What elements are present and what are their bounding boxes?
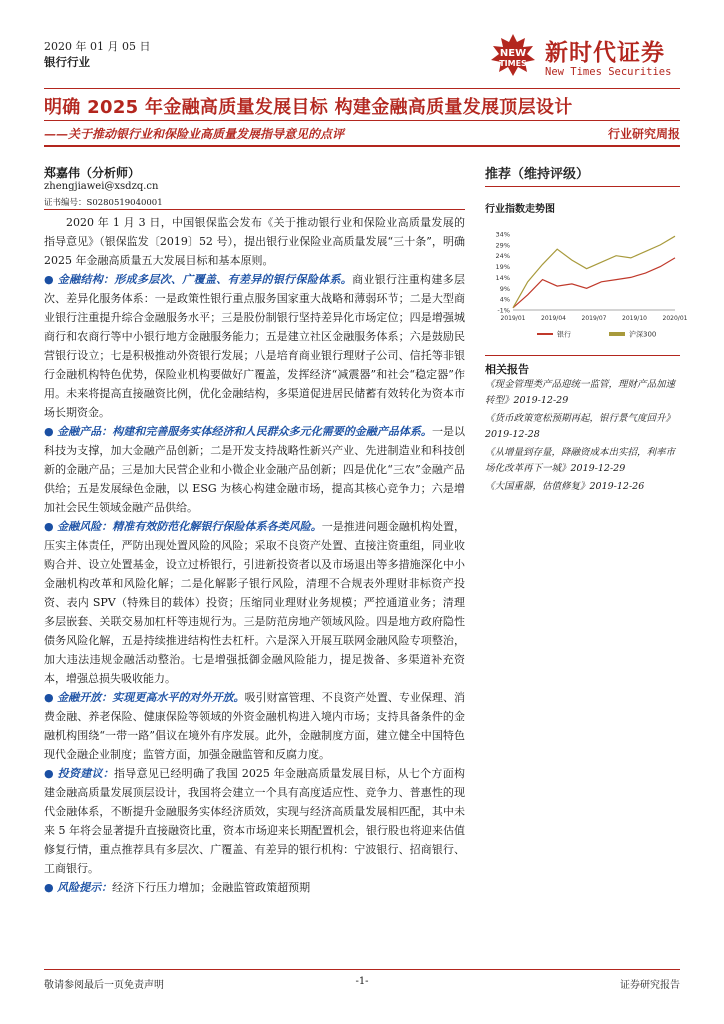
section-risk <box>44 517 465 688</box>
report-type: 行业研究周报 <box>607 127 680 141</box>
footer-divider <box>44 969 680 970</box>
section-head: 金融开放：实现更高水平的对外开放。 <box>57 691 245 704</box>
section-head: 金融风险：精准有效防范化解银行保险体系各类风险。 <box>57 520 322 533</box>
report-body <box>44 213 465 897</box>
header-divider <box>44 88 680 89</box>
section-opening <box>44 688 465 764</box>
y-tick-label: 19% <box>495 263 510 272</box>
related-report-item[interactable]: 《现金管理类产品迎统一监管，理财产品加速转型》2019-12-29 <box>485 379 676 406</box>
title-divider <box>44 120 680 121</box>
section-head: 风险提示： <box>57 881 113 894</box>
section-advice <box>44 764 465 878</box>
chart-title: 行业指数走势图 <box>485 204 555 215</box>
analyst-cert: 证书编号：S0280519040001 <box>44 198 163 208</box>
section-head: 金融产品：构建和完善服务实体经济和人民群众多元化需要的金融产品体系。 <box>57 425 432 438</box>
bullet-icon: ● <box>44 881 54 894</box>
related-reports-list <box>485 377 683 497</box>
footer-disclaimer[interactable]: 敬请参阅最后一页免责声明 <box>44 980 164 991</box>
related-reports-title: 相关报告 <box>485 363 529 376</box>
bullet-icon: ● <box>44 273 54 286</box>
section-products <box>44 422 465 517</box>
bullet-icon: ● <box>44 767 54 780</box>
chart-divider <box>485 355 680 356</box>
y-tick-label: 24% <box>495 252 510 261</box>
legend-label: 沪深300 <box>629 330 657 339</box>
logo-mark-icon <box>487 32 539 82</box>
related-report-item[interactable]: 《大国重器，估值修复》2019-12-26 <box>485 481 645 492</box>
logo-english-name: New Times Securities <box>545 66 672 78</box>
section-text: 商业银行注重构建多层次、差异化服务体系：一是政策性银行重点服务国家重大战略和薄弱环节；二是大型商业银行注重提升综合金融服务水平；三是股份制银行坚持差异化市场定位；四是增强城商行和农商行等中小银行地方金融服务能力；五是建立社区金融服务体系；六是鼓励民营银行设立；七是积极推动外资银行发展；八是培育商业银行理财子公司、信托等非银行金融机构特色优势，保险业机构要做好广覆盖，发挥经济“减震器”和社会“稳定器”作用。未来将提高直接融资比例，优化金融结构，多渠道促进居民储蓄有效转化为资本市场长期资金。 <box>44 273 466 419</box>
report-subtitle: ——关于推动银行业和保险业高质量发展指导意见的点评 <box>44 127 345 141</box>
page-number: -1- <box>355 976 369 987</box>
report-title: 明确 2025 年金融高质量发展目标 构建金融高质量发展顶层设计 <box>44 97 573 118</box>
y-tick-label: 34% <box>495 230 510 239</box>
section-text: 一是以科技为支撑，加大金融产品创新；二是开发支持战略性新兴产业、先进制造业和科技创新的金融产品；三是加大民营企业和小微企业金融产品创新；四是优化“三农”金融产品供给；五是发展绿色金融，以 ESG 为核心构建金融市场，提高其核心竞争力；六是增加社会民生领域金融产品供给。 <box>44 425 465 514</box>
section-text: 指导意见已经明确了我国 2025 年金融高质量发展目标，从七个方面构建金融高质量发展顶层设计，我国将会建立一个具有高度适应性、竞争力、普惠性的现代金融体系，不断提升金融服务实体经济质效，实现与经济高质量发展相匹配，其中未来 5 年将会显著提升直接融资比重，资本市场迎来长期配置机会，银行股也将迎来估值修复行情，重点推荐具有多层次、广覆盖、有差异的银行机构：宁波银行、招商银行、工商银行。 <box>44 767 465 875</box>
y-tick-label: 4% <box>499 295 510 304</box>
analyst-name: 郑嘉伟（分析师） <box>44 166 141 180</box>
legend-label: 银行 <box>557 330 571 339</box>
x-tick-label: 2019/07 <box>581 315 607 322</box>
rating-divider <box>485 186 680 187</box>
logo-chinese-name: 新时代证券 <box>545 40 665 66</box>
bullet-icon: ● <box>44 691 54 704</box>
intro-paragraph: 2020 年 1 月 3 日，中国银保监会发布《关于推动银行业和保险业高质量发展的指导意见》（银保监发〔2019〕52 号），提出银行业保险业高质量发展“三十条”，明确 2025 年金融高质量五大发展目标和基本原则。 <box>44 216 465 267</box>
index-trend-chart <box>485 226 688 352</box>
related-report-item[interactable]: 《货币政策宽松预期再起，银行景气度回升》2019-12-28 <box>485 413 676 440</box>
section-text: 吸引财富管理、不良资产处置、专业保理、消费金融、养老保险、健康保险等领域的外资金融机构进入境内市场；支持具备条件的金融机构围绕“一带一路”倡议在境外有序发展。此外，金融制度方面，建立健全中国特色现代金融企业制度；监管方面，加强金融监管和反腐力度。 <box>44 691 466 761</box>
section-head: 金融结构：形成多层次、广覆盖、有差异的银行保险体系。 <box>57 273 353 286</box>
y-tick-label: 14% <box>495 273 510 282</box>
section-head: 投资建议： <box>57 767 115 780</box>
report-date: 2020 年 01 月 05 日 <box>44 40 151 53</box>
bullet-icon: ● <box>44 425 54 438</box>
x-tick-label: 2019/04 <box>541 315 566 322</box>
series-line-1 <box>513 236 675 308</box>
x-tick-label: 2020/01 <box>662 315 688 322</box>
y-tick-label: -1% <box>497 306 510 315</box>
logo-mark-text-1: NEW <box>499 48 527 59</box>
x-tick-label: 2019/01 <box>500 315 526 322</box>
y-tick-label: 9% <box>499 284 510 293</box>
related-report-item[interactable]: 《从增量到存量，降融资成本出实招，利率市场化改革再下一城》2019-12-29 <box>485 447 676 474</box>
rating: 推荐（维持评级） <box>485 167 590 182</box>
section-structure <box>44 270 465 422</box>
analyst-email[interactable]: zhengjiawei@xsdzq.cn <box>44 181 159 192</box>
x-tick-label: 2019/10 <box>622 315 647 322</box>
section-risk-warning <box>44 878 465 897</box>
sector-label: 银行行业 <box>44 55 90 69</box>
section-text: 经济下行压力增加；金融监管政策超预期 <box>112 881 311 894</box>
logo-mark-text-2: TIMES <box>499 59 527 68</box>
footer-label: 证券研究报告 <box>620 980 680 991</box>
y-tick-label: 29% <box>495 241 510 250</box>
analyst-divider <box>44 209 465 210</box>
company-logo <box>487 30 687 86</box>
bullet-icon: ● <box>44 520 54 533</box>
subtitle-divider <box>44 145 680 147</box>
section-text: 一是推进问题金融机构处置，压实主体责任，严防出现处置风险的风险；采取不良资产处置、直接注资重组，同业收购合并、设立处置基金，设立过桥银行，引进新投资者以及市场退出等多措施深化中小金融机构改革和风险化解；二是化解影子银行风险，清理不合规表外理财非标资产投资、表内 SPV（特殊目的载体）投资；压缩同业理财业务规模；严控通道业务；清理多层嵌套、关联交易加杠杆等违规行为。三是防范房地产领域风险。四是地方政府隐性债务风险化解，五是持续推进结构性去杠杆。六是深入开展互联网金融风险专项整治，加大违法违规金融活动整治。七是增强抵御金融风险能力，提足拨备、多渠道补充资本，增强总损失吸收能力。 <box>44 520 465 685</box>
